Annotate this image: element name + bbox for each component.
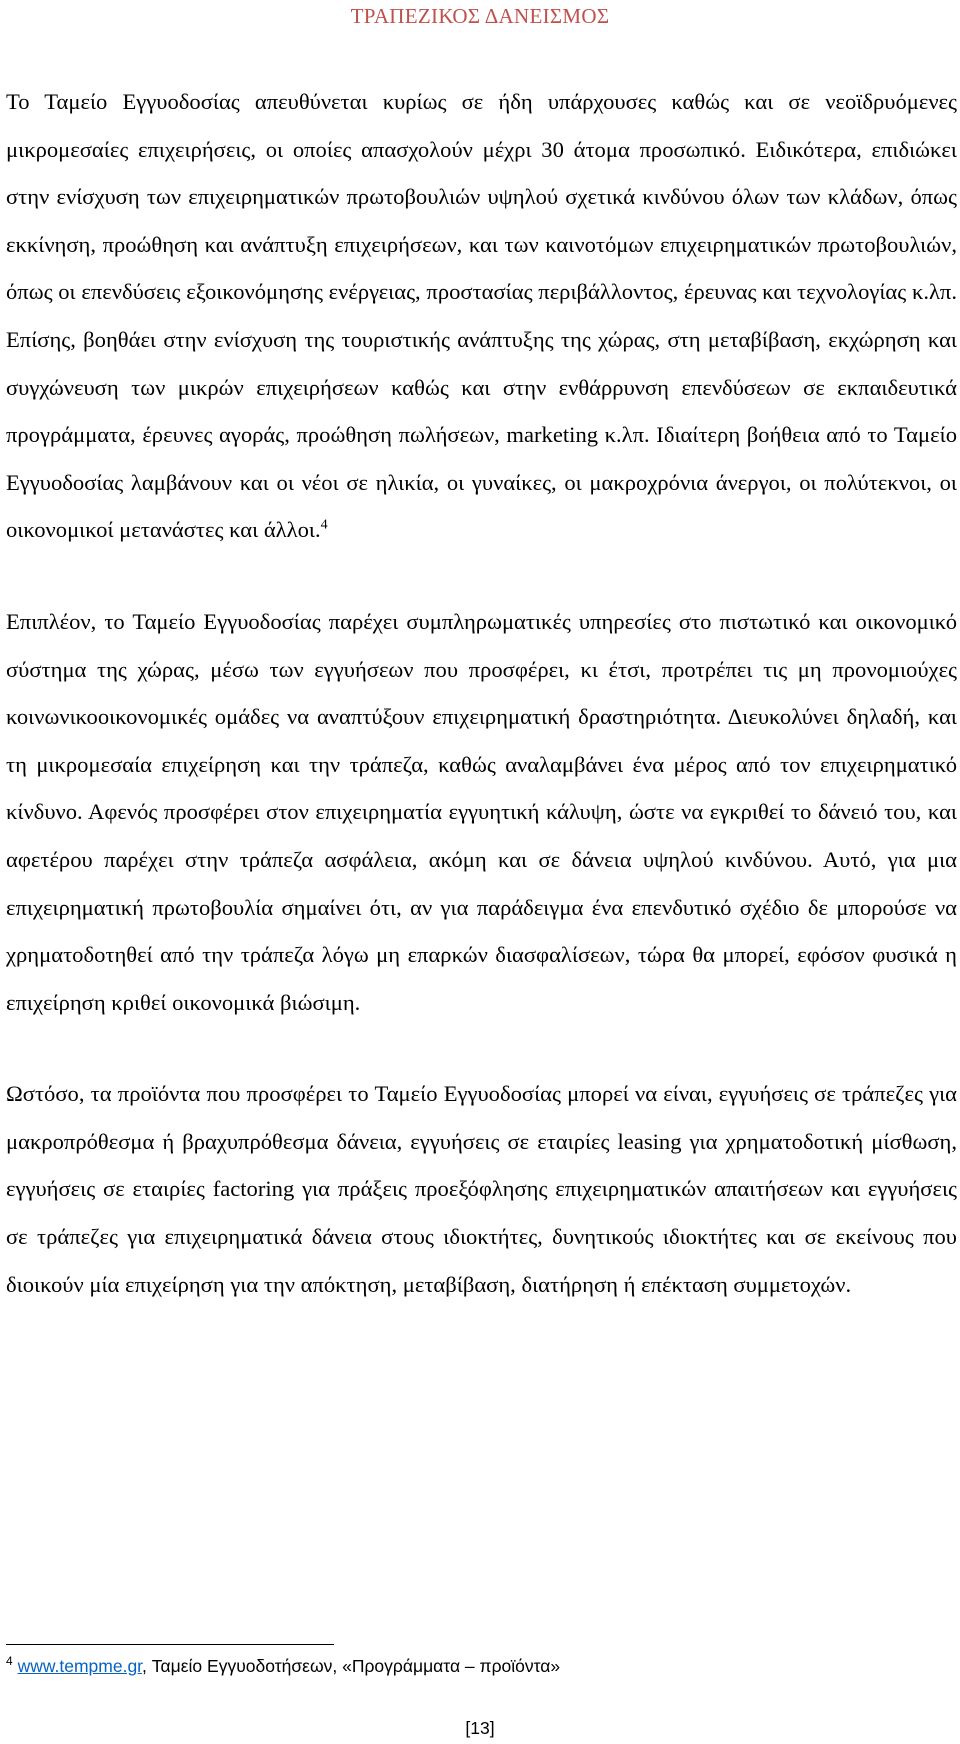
paragraph-3: Ωστόσο, τα προϊόντα που προσφέρει το Ταμείο Εγγυοδοσίας μπορεί να είναι, εγγυήσεις σε τράπεζες για μακροπρόθεσμα ή βραχυπρόθεσμα δάνεια, εγγυήσεις σε εταιρίες leasing για χρηματοδοτική μίσθωση, εγγυήσεις σε εταιρίες factoring για πράξεις προεξόφλησης επιχειρηματικών απαιτήσεων και εγγυήσεις σε τράπεζες για επιχειρηματικά δάνεια στους ιδιοκτήτες, δυνητικούς ιδιοκτήτες και σε εκείνους που διοικούν μία επιχείρηση για την απόκτηση, μεταβίβαση, διατήρηση ή επέκταση συμμετοχών.: [6, 1081, 957, 1297]
footnote-separator: [6, 1644, 334, 1645]
page-number: [13]: [465, 1718, 495, 1738]
running-header: ΤΡΑΠΕΖΙΚΟΣ ΔΑΝΕΙΣΜΟΣ: [350, 4, 610, 28]
paragraph-1-text: Το Ταμείο Εγγυοδοσίας απευθύνεται κυρίως σε ήδη υπάρχουσες καθώς και σε νεοϊδρυόμενες μικρομεσαίες επιχειρήσεις, οι οποίες απασχολούν μέχρι 30 άτομα προσωπικό. Ειδικότερα, επιδιώκει στην ενίσχυση των επιχειρηματικών πρωτοβουλιών υψηλού σχετικά κινδύνου όλων των κλάδων, όπως εκκίνηση, προώθηση και ανάπτυξη επιχειρήσεων, και των καινοτόμων επιχειρηματικών πρωτοβουλιών, όπως οι επενδύσεις εξοικονόμησης ενέργειας, προστασίας περιβάλλοντος, έρευνας και τεχνολογίας κ.λπ. Επίσης, βοηθάει στην ενίσχυση της τουριστικής ανάπτυξης της χώρας, στη μεταβίβαση, εκχώρηση και συγχώνευση των μικρών επιχειρήσεων καθώς και στην ενθάρρυνση επενδύσεων σε εκπαιδευτικά προγράμματα, έρευνες αγοράς, προώθηση πωλήσεων, marketing κ.λπ. Ιδιαίτερη βοήθεια από το Ταμείο Εγγυοδοσίας λαμβάνουν και οι νέοι σε ηλικία, οι γυναίκες, οι μακροχρόνια άνεργοι, οι πολύτεκνοι, οι οικονομικοί μετανάστες και άλλοι.: [6, 89, 957, 543]
footnote-text: , Ταμείο Εγγυοδοτήσεων, «Προγράμματα – προϊόντα»: [142, 1656, 561, 1676]
document-body: [6, 78, 957, 1308]
footnote-link[interactable]: www.tempme.gr: [17, 1656, 143, 1676]
paragraph-2: Επιπλέον, το Ταμείο Εγγυοδοσίας παρέχει συμπληρωματικές υπηρεσίες στο πιστωτικό και οικονομικό σύστημα της χώρας, μέσω των εγγυήσεων που προσφέρει, κι έτσι, προτρέπει τις μη προνομιούχες κοινωνικοοικονομικές ομάδες να αναπτύξουν επιχειρηματική δραστηριότητα. Διευκολύνει δηλαδή, και τη μικρομεσαία επιχείρηση και την τράπεζα, καθώς αναλαμβάνει ένα μέρος από τον επιχειρηματικό κίνδυνο. Αφενός προσφέρει στον επιχειρηματία εγγυητική κάλυψη, ώστε να εγκριθεί το δάνειό του, και αφετέρου παρέχει στην τράπεζα ασφάλεια, ακόμη και σε δάνεια υψηλού κινδύνου. Αυτό, για μια επιχειρηματική πρωτοβουλία σημαίνει ότι, αν για παράδειγμα ένα επενδυτικό σχέδιο δε μπορούσε να χρηματοδοτηθεί από την τράπεζα λόγω μη επαρκών διασφαλίσεων, τώρα θα μπορεί, εφόσον φυσικά η επιχείρηση κριθεί οικονομικά βιώσιμη.: [6, 608, 957, 1015]
paragraph-1: [6, 78, 957, 554]
footnote-number: 4: [6, 1654, 13, 1669]
footnote-reference[interactable]: 4: [320, 517, 328, 533]
footnote: [6, 1656, 560, 1677]
